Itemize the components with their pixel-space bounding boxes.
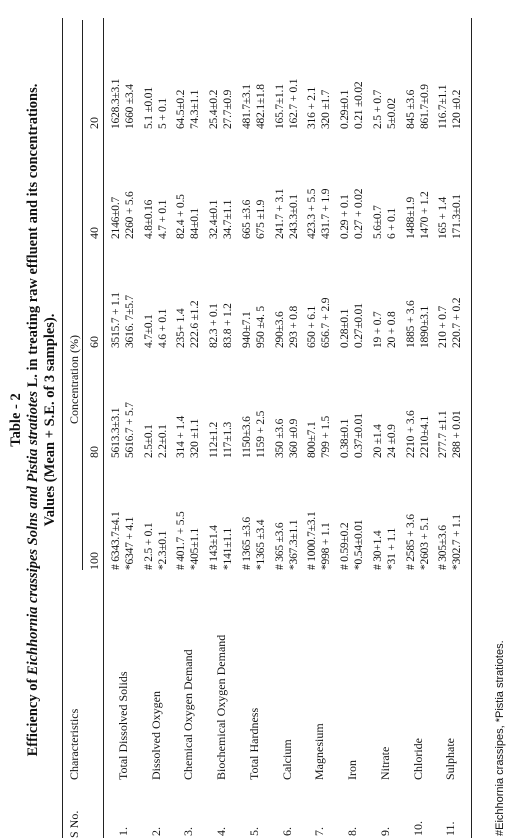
cell-value-pistia: *1365 ±3.4	[255, 519, 267, 570]
cell-value-pistia: 360 ±0.9	[288, 418, 300, 458]
cell-value-eichhornia: 423.3 + 5.5	[306, 188, 318, 239]
cell-value-eichhornia: 316 + 2.1	[306, 86, 318, 129]
cell-value-eichhornia: 665 ±3.6	[241, 199, 253, 239]
cell-value-pistia: 84±0.1	[189, 208, 201, 239]
cell-value-eichhornia: 210 + 0.7	[437, 305, 449, 348]
cell-value-pistia: 0.21 ±0.02	[353, 81, 365, 129]
cell-value-eichhornia: 19 + 0.7	[372, 311, 384, 348]
cell-value-eichhornia: # 305±3.6	[437, 525, 449, 570]
row-sno: 5.	[247, 827, 261, 836]
header-bottom-rule	[103, 18, 104, 838]
cell-value-eichhornia: 82.4 + 0.5	[175, 194, 187, 239]
cell-value-eichhornia: 5.6±0.7	[372, 205, 384, 239]
cell-value-pistia: 0.37±0.01	[353, 413, 365, 458]
cell-value-pistia: 6 + 0.1	[386, 208, 398, 239]
cell-value-pistia: 656.7 + 2.9	[320, 297, 332, 348]
table-subtitle: Values (Mean + S.E. of 3 samples).	[42, 313, 58, 527]
title-species: Eichhornia crassipes Solns and Pistia stratiotes	[25, 391, 41, 676]
row-sno: 8.	[345, 827, 359, 836]
cell-value-pistia: *6347 + 4.1	[124, 516, 136, 570]
cell-value-pistia: 320 ±1.1	[189, 418, 201, 458]
row-characteristic: Biochemical Oxygen Demand	[214, 634, 228, 780]
header-characteristics: Characteristics	[67, 708, 81, 780]
cell-value-pistia: *998 + 1.1	[320, 522, 332, 570]
cell-value-pistia: 293 + 0.8	[288, 305, 300, 348]
cell-value-pistia: 3616. 7±5.7	[124, 295, 136, 348]
cell-value-eichhornia: 481.7±3.1	[241, 84, 253, 129]
cell-value-pistia: 4.6 + 0.1	[157, 308, 169, 348]
cell-value-pistia: 1890±3.1	[419, 305, 431, 348]
cell-value-eichhornia: 1150±3.6	[241, 416, 253, 458]
cell-value-eichhornia: 235+ 1.4	[175, 308, 187, 348]
cell-value-eichhornia: 5.1 ±0.01	[143, 87, 155, 129]
header-level-40: 40	[87, 227, 101, 239]
row-characteristic: Calcium	[280, 739, 294, 780]
cell-value-eichhornia: 277.7 ±1.1	[437, 410, 449, 458]
cell-value-eichhornia: 2.5±0.1	[143, 424, 155, 458]
cell-value-pistia: 1159 + 2.5	[255, 410, 267, 458]
row-sno: 7.	[312, 827, 326, 836]
row-characteristic: Iron	[345, 760, 359, 780]
cell-value-eichhornia: 82.3 + 0.1	[208, 303, 220, 348]
cell-value-eichhornia: # 401.7 + 5.5	[175, 511, 187, 570]
cell-value-eichhornia: 3515.7 + 1.1	[110, 292, 122, 348]
cell-value-pistia: 74.3±1.1	[189, 89, 201, 129]
cell-value-eichhornia: 314 + 1.4	[175, 415, 187, 458]
cell-value-eichhornia: 1488±1.9	[405, 196, 417, 239]
cell-value-eichhornia: 290±3.6	[274, 311, 286, 348]
cell-value-pistia: 5616.7 + 5.7	[124, 402, 136, 458]
header-level-20: 20	[87, 117, 101, 129]
cell-value-eichhornia: 241.7 + 3.1	[274, 188, 286, 239]
cell-value-eichhornia: # 365 ±3.6	[274, 522, 286, 570]
cell-value-eichhornia: # 1365 ±3.6	[241, 517, 253, 570]
cell-value-pistia: 320 ±1.7	[320, 89, 332, 129]
cell-value-eichhornia: 1885 + 3.6	[405, 300, 417, 348]
row-sno: 11.	[443, 821, 457, 836]
header-level-60: 60	[87, 336, 101, 348]
cell-value-pistia: 243.3±0.1	[288, 194, 300, 239]
cell-value-pistia: 117±1.3	[222, 421, 234, 458]
cell-value-eichhornia: # 143±1.4	[208, 525, 220, 570]
cell-value-pistia: *2603 + 5.1	[419, 516, 431, 570]
cell-value-pistia: 2260 + 5.6	[124, 191, 136, 239]
cell-value-eichhornia: 112±1.2	[208, 421, 220, 458]
cell-value-pistia: 0.27±0.01	[353, 303, 365, 348]
concentration-rule	[82, 20, 83, 570]
row-characteristic: Total Hardness	[247, 707, 261, 780]
cell-value-pistia: *367.3±1.1	[288, 519, 300, 570]
cell-value-eichhornia: 20 ±1.4	[372, 424, 384, 458]
cell-value-pistia: 83.8 + 1.2	[222, 303, 234, 348]
header-concentration: Concentration (%)	[67, 335, 81, 424]
cell-value-eichhornia: 940±7.1	[241, 311, 253, 348]
row-sno: 6.	[280, 827, 294, 836]
cell-value-eichhornia: 4.7±0.1	[143, 314, 155, 348]
cell-value-pistia: 24 ±0.9	[386, 424, 398, 458]
cell-value-pistia: 222.6 ±1.2	[189, 300, 201, 348]
cell-value-eichhornia: 165 + 1.4	[437, 196, 449, 239]
cell-value-eichhornia: # 6343.7±4.1	[110, 511, 122, 570]
cell-value-eichhornia: # 30+1.4	[372, 530, 384, 570]
cell-value-pistia: 220.7 + 0.2	[451, 297, 463, 348]
cell-value-pistia: 1470 + 1.2	[419, 191, 431, 239]
cell-value-pistia: *141±1.1	[222, 527, 234, 570]
cell-value-eichhornia: # 1000.7±3.1	[306, 511, 318, 570]
cell-value-pistia: *302.7 + 1.1	[451, 514, 463, 570]
footnote: #Eichhornia crassipes, *Pistia stratiotes.	[494, 640, 506, 836]
cell-value-pistia: 1660 ±3.4	[124, 84, 136, 129]
title-part: Efficiency of	[25, 675, 41, 757]
table-title	[25, 0, 42, 840]
cell-value-pistia: 171.3±0.1	[451, 194, 463, 239]
table-label: Table - 2	[8, 393, 24, 447]
cell-value-pistia: 4.7 + 0.1	[157, 199, 169, 239]
row-characteristic: Sulphate	[443, 738, 457, 780]
cell-value-pistia: 20 + 0.8	[386, 311, 398, 348]
row-sno: 1.	[116, 827, 130, 836]
cell-value-pistia: *2.3±0.1	[157, 530, 169, 570]
cell-value-pistia: 2.2±0.1	[157, 424, 169, 458]
cell-value-eichhornia: 350 ±3.6	[274, 418, 286, 458]
cell-value-eichhornia: 0.28±0.1	[339, 308, 351, 348]
cell-value-eichhornia: 1628.3±3.1	[110, 78, 122, 129]
cell-value-pistia: 162.7 + 0.1	[288, 78, 300, 129]
cell-value-eichhornia: 165.7±1.1	[274, 84, 286, 129]
cell-value-eichhornia: 2.5 + 0.7	[372, 89, 384, 129]
cell-value-pistia: 482.1±1.8	[255, 84, 267, 129]
cell-value-eichhornia: 116.7±1.1	[437, 84, 449, 129]
row-sno: 2.	[149, 827, 163, 836]
row-sno: 4.	[214, 827, 228, 836]
row-characteristic: Chemical Oxygen Demand	[181, 649, 195, 780]
cell-value-eichhornia: 32.4±0.1	[208, 199, 220, 239]
cell-value-eichhornia: 4.8±0.16	[143, 199, 155, 239]
cell-value-pistia: *0.54±0.01	[353, 519, 365, 570]
row-characteristic: Nitrate	[378, 746, 392, 780]
cell-value-eichhornia: 5613.3±3.1	[110, 407, 122, 458]
bottom-rule	[471, 18, 472, 838]
cell-value-pistia: 431.7 + 1.9	[320, 188, 332, 239]
row-characteristic: Magnesium	[312, 723, 326, 780]
row-characteristic: Total Dissolved Solids	[116, 671, 130, 780]
cell-value-pistia: 0.27 + 0.02	[353, 188, 365, 239]
cell-value-eichhornia: 0.29 + 0.1	[339, 194, 351, 239]
cell-value-eichhornia: 2146±0.7	[110, 196, 122, 239]
cell-value-pistia: 120 ±0.2	[451, 89, 463, 129]
header-level-100: 100	[87, 552, 101, 570]
cell-value-eichhornia: 2210 + 3.6	[405, 410, 417, 458]
row-sno: 3.	[181, 827, 195, 836]
header-sno: S No.	[67, 810, 81, 838]
cell-value-eichhornia: 650 + 6.1	[306, 305, 318, 348]
cell-value-pistia: 34.7±1.1	[222, 199, 234, 239]
top-rule	[62, 18, 63, 838]
cell-value-pistia: 2210±4.1	[419, 415, 431, 458]
cell-value-pistia: *405±1.1	[189, 527, 201, 570]
row-sno: 9.	[378, 827, 392, 836]
cell-value-eichhornia: 845 ±3.6	[405, 89, 417, 129]
cell-value-pistia: 27.7±0.9	[222, 89, 234, 129]
row-characteristic: Chloride	[411, 738, 425, 780]
cell-value-eichhornia: 0.29±0.1	[339, 89, 351, 129]
cell-value-pistia: 950 ±4. 5	[255, 306, 267, 348]
cell-value-eichhornia: 64.5±0.2	[175, 89, 187, 129]
cell-value-pistia: 288 + 0.01	[451, 410, 463, 458]
cell-value-pistia: *31 + 1.1	[386, 527, 398, 570]
header-level-80: 80	[87, 446, 101, 458]
cell-value-eichhornia: 25.4±0.2	[208, 89, 220, 129]
cell-value-pistia: 5±0.02	[386, 98, 398, 129]
cell-value-pistia: 5 + 0.1	[157, 98, 169, 129]
title-part: L. in treating raw effluent and its concentrations.	[25, 83, 41, 392]
cell-value-eichhornia: # 0.59±0.2	[339, 522, 351, 570]
cell-value-eichhornia: 0.38±0.1	[339, 418, 351, 458]
cell-value-eichhornia: # 2585 + 3.6	[405, 514, 417, 570]
row-characteristic: Dissolved Oxygen	[149, 691, 163, 780]
cell-value-pistia: 675 ±1.9	[255, 199, 267, 239]
row-sno: 10.	[411, 821, 425, 836]
cell-value-pistia: 799 + 1.5	[320, 415, 332, 458]
cell-value-pistia: 861.7±0.9	[419, 84, 431, 129]
cell-value-eichhornia: # 2.5 + 0.1	[143, 522, 155, 570]
cell-value-eichhornia: 800±7.1	[306, 421, 318, 458]
